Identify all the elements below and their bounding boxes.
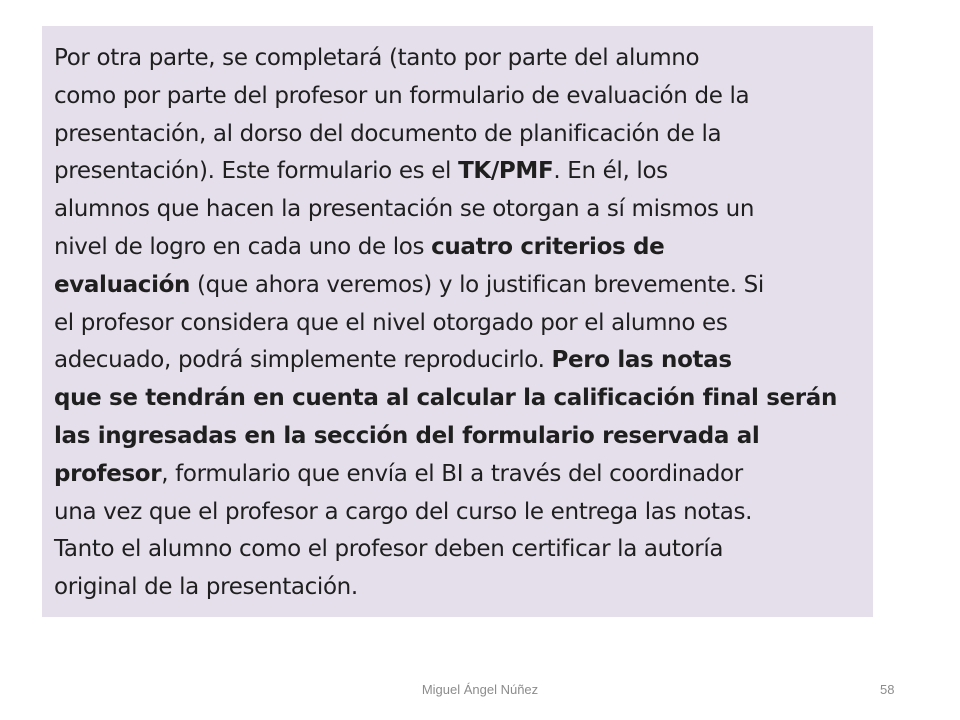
bold-text-run: profesor — [54, 460, 162, 487]
text-run: como por parte del profesor un formulario de evaluación de la — [54, 82, 750, 109]
text-run: nivel de logro en cada uno de los — [54, 233, 432, 260]
text-run: adecuado, podrá simplemente reproducirlo. — [54, 347, 552, 374]
page-number: 58 — [880, 682, 895, 697]
paragraph-line — [54, 267, 863, 305]
paragraph-line — [54, 305, 863, 343]
paragraph-line — [54, 418, 863, 456]
paragraph-line — [54, 40, 863, 78]
text-box — [42, 26, 873, 617]
text-run: presentación). Este formulario es el — [54, 158, 459, 185]
text-run: . En él, los — [553, 158, 668, 185]
paragraph-line — [54, 116, 863, 154]
bold-text-run: TK/PMF — [458, 158, 554, 185]
text-run: (que ahora veremos) y lo justifican brevemente. Si — [190, 271, 764, 298]
paragraph-line — [54, 78, 863, 116]
text-run: original de la presentación. — [54, 574, 358, 601]
paragraph-line — [54, 456, 863, 494]
bold-text-run: las ingresadas en la sección del formulario reservada al — [54, 422, 760, 449]
text-run: una vez que el profesor a cargo del curso le entrega las notas. — [54, 498, 753, 525]
footer-author: Miguel Ángel Núñez — [421, 682, 539, 697]
text-run: , formulario que envía el BI a través del coordinador — [161, 460, 743, 487]
text-run: el profesor considera que el nivel otorgado por el alumno es — [54, 309, 728, 336]
paragraph-line — [54, 531, 863, 569]
text-run: alumnos que hacen la presentación se otorgan a sí mismos un — [54, 196, 755, 223]
paragraph-line — [54, 342, 863, 380]
text-run: presentación, al dorso del documento de planificación de la — [54, 120, 722, 147]
paragraph-line — [54, 153, 863, 191]
text-run: Tanto el alumno como el profesor deben certificar la autoría — [54, 536, 724, 563]
paragraph-line — [54, 569, 863, 607]
paragraph-line — [54, 380, 863, 418]
text-run: Por otra parte, se completará (tanto por parte del alumno — [54, 45, 700, 71]
paragraph-line — [54, 229, 863, 267]
paragraph-line — [54, 494, 863, 532]
bold-text-run: Pero las notas — [551, 347, 732, 374]
body-paragraph — [54, 40, 863, 607]
bold-text-run: que se tendrán en cuenta al calcular la calificación final serán — [54, 385, 837, 412]
paragraph-line — [54, 191, 863, 229]
bold-text-run: evaluación — [54, 271, 191, 298]
bold-text-run: cuatro criterios de — [431, 233, 665, 260]
